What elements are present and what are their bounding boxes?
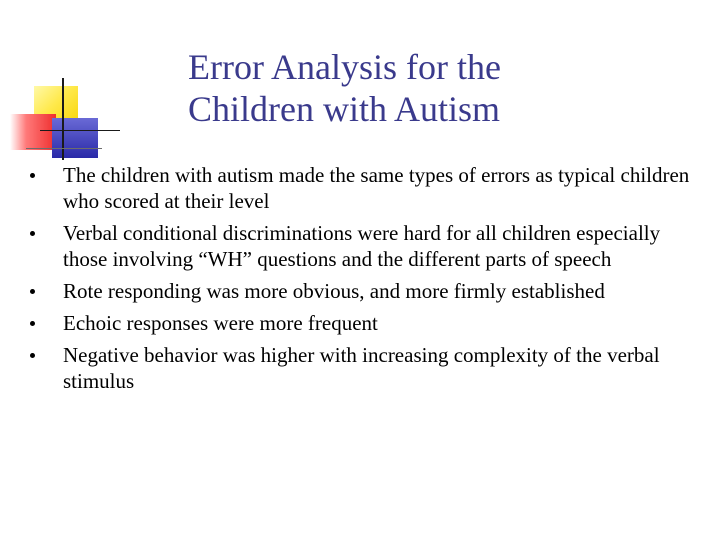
bullet-text: The children with autism made the same types of errors as typical children who scored at their level xyxy=(63,163,690,213)
slide-title-line-1: Error Analysis for the xyxy=(188,47,501,87)
logo-horizontal-line xyxy=(40,130,120,131)
logo-horizontal-line-lower xyxy=(26,148,102,149)
bullet-text: Echoic responses were more frequent xyxy=(63,311,378,335)
slide-title-line-2: Children with Autism xyxy=(188,89,501,129)
bullet-item xyxy=(26,162,706,214)
bullet-text: Negative behavior was higher with increasing complexity of the verbal stimulus xyxy=(63,343,660,393)
bullet-dot-icon xyxy=(30,231,35,236)
bullet-item xyxy=(26,278,706,304)
colored-blocks-logo-icon xyxy=(0,0,120,170)
bullet-item xyxy=(26,310,706,336)
bullet-text: Rote responding was more obvious, and more firmly established xyxy=(63,279,605,303)
bullet-item xyxy=(26,342,706,394)
bullet-dot-icon xyxy=(30,289,35,294)
logo-blue-block xyxy=(52,118,98,158)
bullet-dot-icon xyxy=(30,321,35,326)
bullet-list xyxy=(26,162,706,400)
logo-red-block xyxy=(10,114,56,150)
bullet-text: Verbal conditional discriminations were hard for all children especially those involving “WH” questions and the different parts of speech xyxy=(63,221,661,271)
bullet-dot-icon xyxy=(30,173,35,178)
bullet-item xyxy=(26,220,706,272)
bullet-dot-icon xyxy=(30,353,35,358)
slide-title xyxy=(188,46,668,130)
